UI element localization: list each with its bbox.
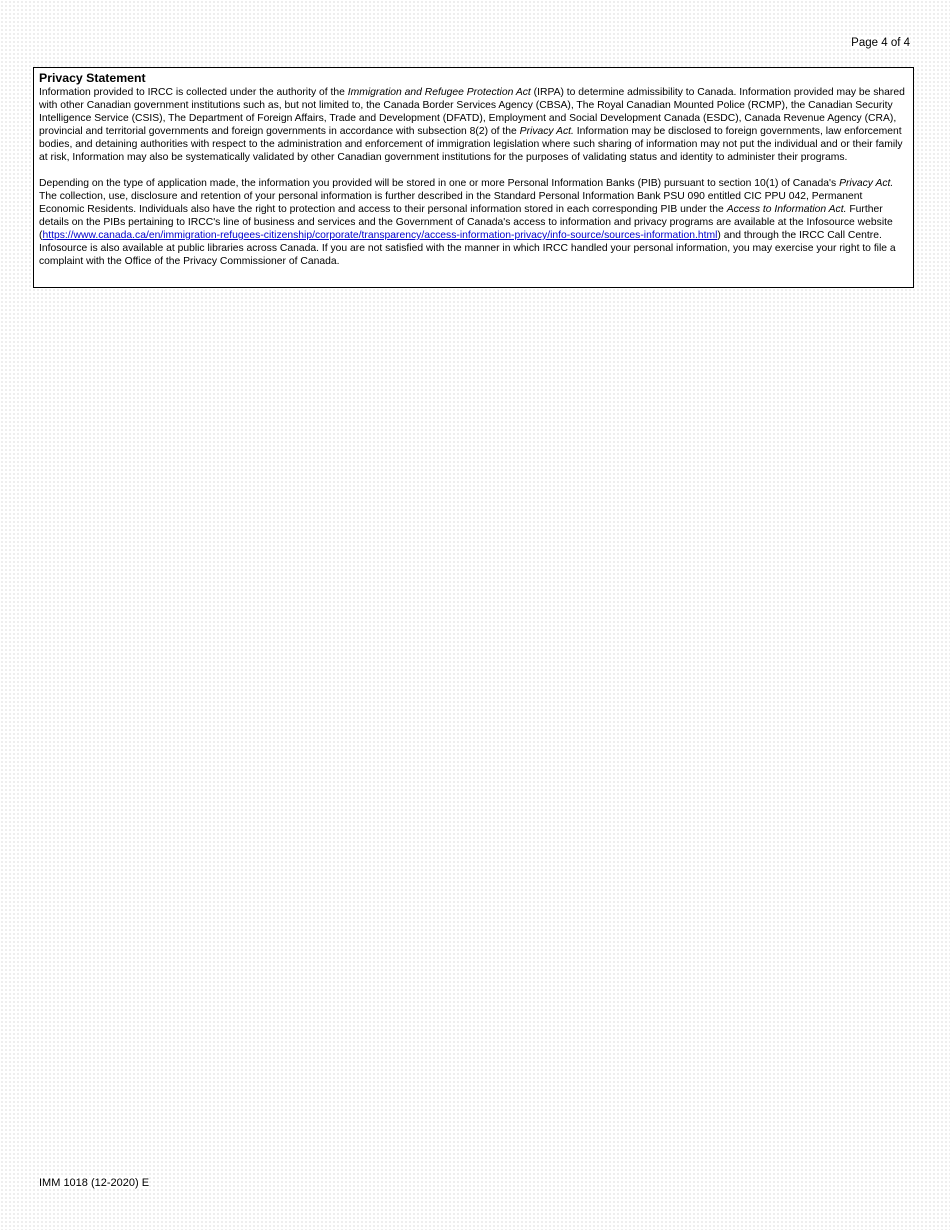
p1-text-1: Information provided to IRCC is collected under the authority of the [39,87,348,98]
page-number: Page 4 of 4 [851,37,910,49]
p1-text-3: Information may be disclosed to foreign governments, law enforcement bodies, and detaining authorities with respect to the administration and enforcement of immigration legislation where such sharing of information may not put the individual and or their family at risk, Information may also be systematically validated by other Canadian government institutions for the purposes of validating status and identity to administer their programs. [39,126,903,163]
p2-text-2: The collection, use, disclosure and retention of your personal information is further described in the Standard Personal Information Bank PSU 090 entitled CIC PPU 042, Permanent Economic Residents. Individuals also have the right to protection and access to their personal information stored in each corresponding PIB under the [39,191,863,215]
p1-privacy-act-italic: Privacy Act. [519,126,574,137]
p1-irpa-italic: Immigration and Refugee Protection Act [347,87,531,98]
p2-privacy-act-italic: Privacy Act. [839,178,894,189]
p1-text-2: (IRPA) to determine admissibility to Canada. Information provided may be shared with other Canadian government institutions such as, but not limited to, the Canada Border Services Agency (CBSA), The Royal Canadian Mounted Police (RCMP), the Canadian Security Intelligence Service (CSIS), The Department of Foreign Affairs, Trade and Development (DFATD), Employment and Social Development Canada (ESDC), Canada Revenue Agency (CRA), provincial and territorial governments and foreign governments in accordance with subsection 8(2) of the [39,87,905,137]
infosource-link[interactable]: https://www.canada.ca/en/immigration-refugees-citizenship/corporate/transparency/access-information-privacy/info-source/sources-information.html [42,230,718,241]
form-code: IMM 1018 (12-2020) E [39,1177,150,1189]
privacy-statement-title: Privacy Statement [39,71,146,85]
p2-text-1: Depending on the type of application made, the information you provided will be stored in one or more Personal Information Banks (PIB) pursuant to section 10(1) of Canada's [39,178,840,189]
p2-access-act-italic: Access to Information Act. [726,204,847,215]
p2-text-4: ) and through the IRCC Call Centre. Infosource is also available at public libraries across Canada. If you are not satisfied with the manner in which IRCC handled your personal information, you may exercise your right to file a complaint with the Office of the Privacy Commissioner of Canada. [39,230,896,267]
privacy-paragraph-storage [39,177,908,268]
p2-text-3: Further details on the PIBs pertaining to IRCC's line of business and services and the Government of Canada's access to information and privacy programs are available at the Infosource website ( [39,204,893,241]
privacy-paragraph-collection [39,86,908,164]
privacy-statement-box [33,67,914,288]
